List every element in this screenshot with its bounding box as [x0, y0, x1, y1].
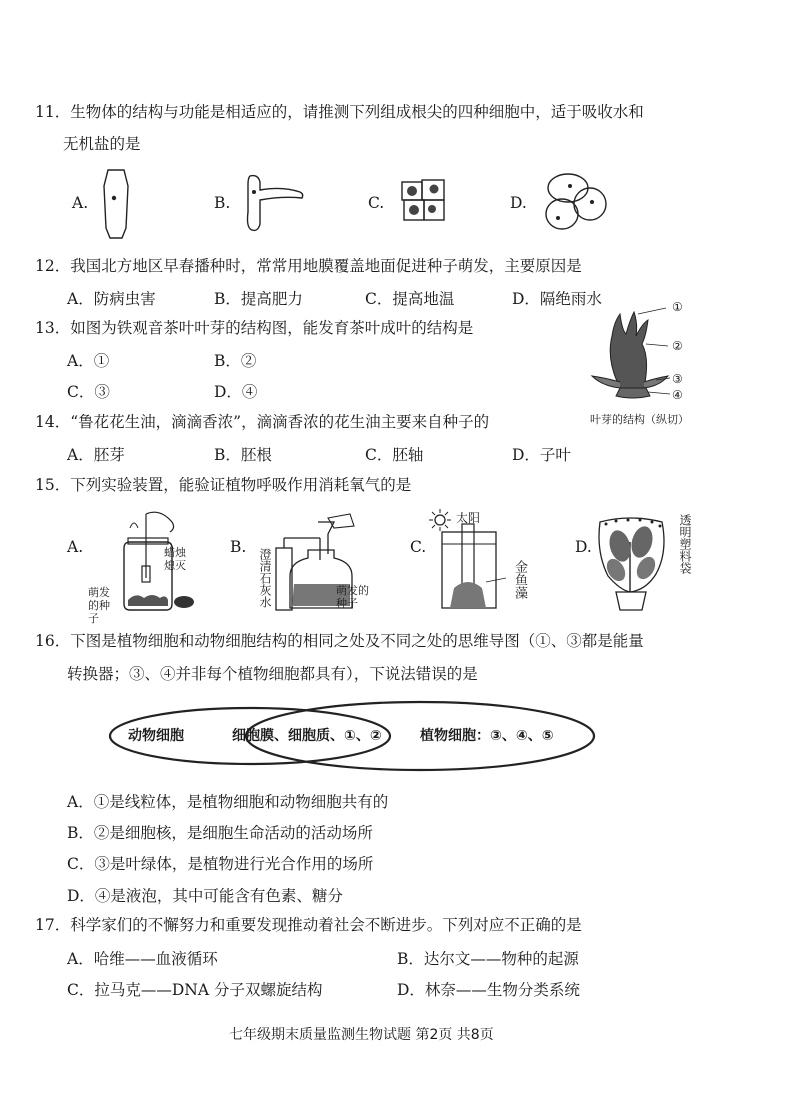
- q11-stem-line1: 11．生物体的结构与功能是相适应的，请推测下列组成根尖的四种细胞中，适于吸收水和: [35, 103, 644, 121]
- q11-cell-c-figure: [398, 176, 450, 226]
- q11-option-d: D.: [510, 194, 527, 212]
- q16-option-c: C．③是叶绿体，是植物进行光合作用的场所: [67, 855, 374, 873]
- q13-option-c: C．③: [67, 383, 110, 401]
- q13-option-b: B．②: [214, 352, 257, 370]
- q17-option-c: C．拉马克——DNA 分子双螺旋结构: [67, 981, 323, 999]
- venn-common-structures-label: 细胞膜、细胞质、①、②: [232, 728, 382, 744]
- q15-d-bag-label: 透明塑料袋: [678, 514, 692, 574]
- venn-animal-cell-label: 动物细胞: [128, 728, 184, 744]
- bud-label-4: ④: [672, 388, 683, 402]
- q17-option-b: B．达尔文——物种的起源: [397, 950, 579, 968]
- q15-option-a: A.: [67, 538, 84, 556]
- q13-option-a: A．①: [67, 352, 110, 370]
- q13-option-d: D．④: [214, 383, 258, 401]
- bud-label-3: ③: [672, 372, 683, 386]
- bud-label-2: ②: [672, 339, 683, 353]
- page-footer: 七年级期末质量监测生物试题 第2页 共8页: [229, 1027, 494, 1043]
- q15-c-sun-label: 太阳: [456, 511, 481, 525]
- q16-stem-line1: 16．下图是植物细胞和动物细胞结构的相同之处及不同之处的思维导图（①、③都是能量: [35, 632, 644, 650]
- q12-option-d: D．隔绝雨水: [512, 290, 602, 308]
- q15-d-plant-bag-figure: [590, 512, 674, 614]
- q15-c-beaker-figure: [434, 522, 514, 614]
- q16-stem-line2: 转换器；③、④并非每个植物细胞都具有），下说法错误的是: [67, 665, 478, 683]
- q17-option-d: D．林奈——生物分类系统: [397, 981, 580, 999]
- q15-a-seeds-label: 萌发的种子: [88, 586, 110, 625]
- q14-option-c: C．胚轴: [365, 446, 424, 464]
- q14-stem: 14．“鲁花花生油，滴滴香浓”，滴滴香浓的花生油主要来自种子的: [35, 413, 490, 431]
- q16-option-a: A．①是线粒体，是植物细胞和动物细胞共有的: [67, 793, 389, 811]
- q11-cell-a-figure: [100, 168, 132, 240]
- q16-option-d: D．④是液泡，其中可能含有色素、糖分: [67, 887, 343, 905]
- q15-a-candle-label: 蜡烛熄灭: [164, 546, 186, 572]
- bud-label-1: ①: [672, 300, 683, 314]
- q14-option-a: A．胚芽: [67, 446, 125, 464]
- bud-caption: 叶芽的结构（纵切）: [590, 413, 689, 426]
- q12-option-c: C．提高地温: [365, 290, 455, 308]
- q17-stem: 17．科学家们的不懈努力和重要发现推动着社会不断进步。下列对应不正确的是: [35, 916, 582, 934]
- q11-stem-line2: 无机盐的是: [63, 135, 141, 153]
- q13-stem: 13．如图为铁观音茶叶叶芽的结构图，能发育茶叶成叶的结构是: [35, 319, 474, 337]
- q15-c-algae-label: 金鱼藻: [512, 560, 527, 599]
- q12-stem: 12．我国北方地区早春播种时，常常用地膜覆盖地面促进种子萌发，主要原因是: [35, 257, 582, 275]
- q11-option-b: B.: [214, 194, 231, 212]
- q15-option-d: D.: [575, 538, 592, 556]
- q11-cell-d-figure: [540, 172, 608, 232]
- q14-option-d: D．子叶: [512, 446, 571, 464]
- q15-b-limewater-label: 澄清石灰水: [258, 548, 272, 608]
- q14-option-b: B．胚根: [214, 446, 272, 464]
- q15-stem: 15．下列实验装置，能验证植物呼吸作用消耗氧气的是: [35, 476, 412, 494]
- q12-option-a: A．防病虫害: [67, 290, 156, 308]
- q11-option-c: C.: [368, 194, 385, 212]
- q15-b-seeds-label: 萌发的种子: [336, 584, 369, 610]
- q16-option-b: B．②是细胞核，是细胞生命活动的活动场所: [67, 824, 373, 842]
- q11-cell-b-figure: [242, 172, 308, 234]
- venn-plant-cell-label: 植物细胞：③、④、⑤: [420, 728, 554, 744]
- q15-option-c: C.: [410, 538, 427, 556]
- q11-option-a: A.: [72, 194, 89, 212]
- q15-option-b: B.: [230, 538, 247, 556]
- q17-option-a: A．哈维——血液循环: [67, 950, 218, 968]
- q12-option-b: B．提高肥力: [214, 290, 303, 308]
